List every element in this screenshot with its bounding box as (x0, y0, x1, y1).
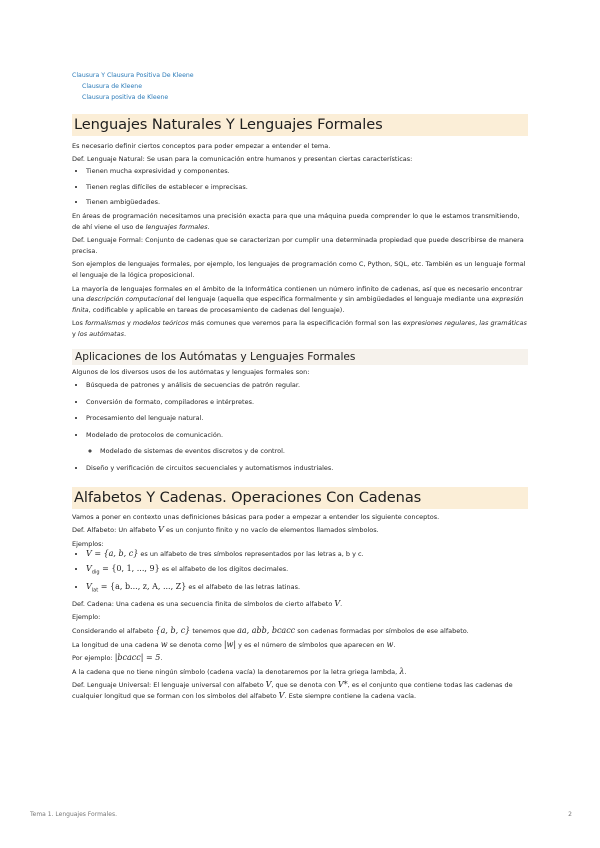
paragraph: Son ejemplos de lenguajes formales, por ejemplo, los lenguajes de programación como C, Python, SQL, etc. También es un lenguaje formal el lenguaje de la lógica proposicional. (72, 260, 526, 279)
bullet-list (72, 380, 528, 474)
table-of-contents (72, 70, 528, 103)
sub-list-item: ◦ Modelado de sistemas de eventos discretos y de control. (100, 446, 528, 457)
paragraph: A la cadena que no tiene ningún símbolo (cadena vacía) la denotaremos por la letra griega lambda, λ. (72, 666, 407, 676)
toc-link-clausura-kleene-positiva[interactable]: Clausura Y Clausura Positiva De Kleene (72, 72, 194, 79)
page-footer (30, 811, 572, 818)
list-item: • Procesamiento del lenguaje natural. (86, 413, 528, 424)
examples-label: Ejemplos: (72, 539, 104, 548)
paragraph: Los formalismos y modelos teóricos más comunes que veremos para la especificación formal son las expresiones regulares, las gramáticas y los autómatas. (72, 319, 527, 338)
paragraph: Considerando el alfabeto {a, b, c} tenemos que aa, abb, bcacc son cadenas formadas por símbolos de ese alfabeto. (72, 626, 469, 635)
list-item: • Conversión de formato, compiladores e intérpretes. (86, 397, 528, 408)
definition-lenguaje-universal: Def. Lenguaje Universal: El lenguaje universal con alfabeto V, que se denota con V*, es el conjunto que contiene todas las cadenas de cualquier longitud que se forman con los símbolos del alfabeto V. Este siempre contiene la cadena vacía. (72, 680, 513, 700)
list-item: • Tienen ambigüedades. (86, 197, 528, 208)
list-item: • Tienen mucha expresividad y componentes. (86, 166, 528, 177)
list-item: • Modelado de protocolos de comunicación. ◦ Modelado de sistemas de eventos discretos y de control. (86, 430, 528, 457)
paragraph: Vamos a poner en contexto unas definiciones básicas para poder a empezar a entender los siguiente conceptos. (72, 512, 440, 521)
paragraph: Algunos de los diversos usos de los autómatas y lenguajes formales son: (72, 367, 310, 376)
toc-link-clausura-kleene[interactable]: Clausura de Kleene (82, 83, 143, 90)
list-item: • $V_{dig} = \{0$, 1, ..., 9} es el alfabeto de los dígitos decimales. (86, 564, 528, 578)
bullet-list (72, 166, 528, 208)
footer-title: Tema 1. Lenguajes Formales. (30, 811, 117, 818)
paragraph: La longitud de una cadena w se denota como |w| y es el número de símbolos que aparecen en w. (72, 639, 396, 649)
toc-link-clausura-positiva[interactable]: Clausura positiva de Kleene (82, 94, 169, 101)
definition-lenguaje-natural: Def. Lenguaje Natural: Se usan para la comunicación entre humanos y presentan ciertas características: (72, 154, 413, 163)
page-number: 2 (568, 811, 572, 818)
definition-alfabeto: Def. Alfabeto: Un alfabeto V es un conjunto finito y no vacío de elementos llamados símbolos. (72, 525, 379, 535)
sub-list (86, 446, 528, 457)
section-heading-alfabetos: Alfabetos Y Cadenas. Operaciones Con Cadenas (72, 487, 528, 509)
list-item: • V = {a, b, c} es un alfabeto de tres símbolos representados por las letras a, b y c. (86, 549, 528, 560)
paragraph: La mayoría de lenguajes formales en el ámbito de la Informática contienen un número infinito de cadenas, así que es necesario encontrar una descripción computacional del lenguaje (aquella que especifica formalmente y sin ambigüedades el lenguaje mediante una expresión finita, codificable y aplicable en tareas de procesamiento de cadenas del lenguaje). (72, 284, 524, 314)
example-label: Ejemplo: (72, 613, 101, 622)
paragraph: En áreas de programación necesitamos una precisión exacta para que una máquina pueda comprender lo que le estamos transmitiendo, de ahí viene el uso de lenguajes formales. (72, 211, 520, 231)
list-item: • Tienen reglas difíciles de establecer e imprecisas. (86, 182, 528, 193)
subsection-heading-aplicaciones: Aplicaciones de los Autómatas y Lenguajes Formales (72, 349, 528, 365)
paragraph: Es necesario definir ciertos conceptos para poder empezar a entender el tema. (72, 142, 331, 150)
document-page (72, 70, 528, 702)
bullet-list (72, 549, 528, 595)
list-item: • $V_{lat} = \{a$, b..., z, A, ..., Z} es el alfabeto de las letras latinas. (86, 582, 528, 596)
definition-cadena: Def. Cadena: Una cadena es una secuencia finita de símbolos de cierto alfabeto V. (72, 598, 343, 608)
list-item: • Búsqueda de patrones y análisis de secuencias de patrón regular. (86, 380, 528, 391)
section-heading-lenguajes: Lenguajes Naturales Y Lenguajes Formales (72, 114, 528, 136)
list-item: • Diseño y verificación de circuitos secuenciales y automatismos industriales. (86, 463, 528, 474)
definition-lenguaje-formal: Def. Lenguaje Formal: Conjunto de cadenas que se caracterizan por cumplir una determinada propiedad que puede describirse de manera precisa. (72, 236, 524, 255)
paragraph: Por ejemplo: |bcacc| = 5. (72, 653, 163, 663)
